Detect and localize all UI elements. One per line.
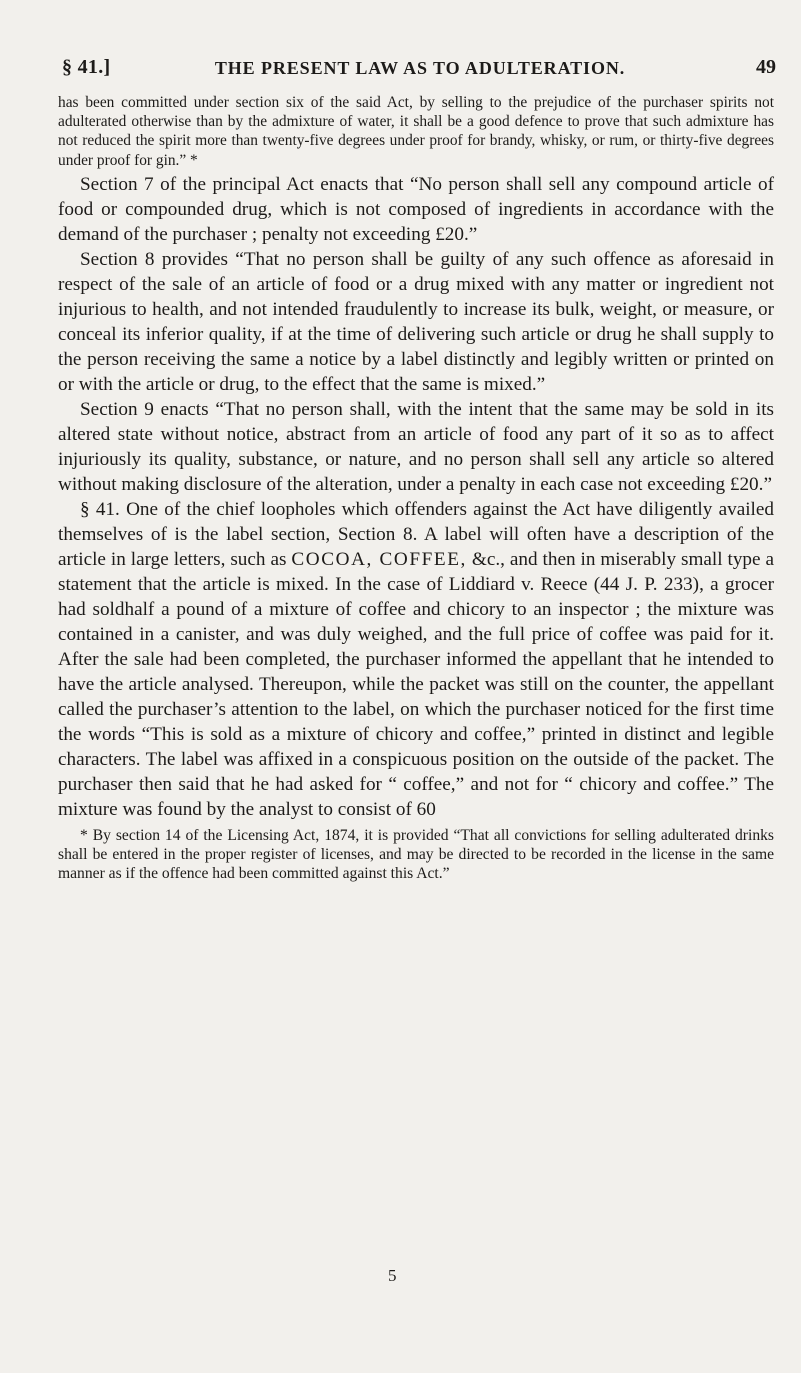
paragraph-section-9: Section 9 enacts “That no person shall, with the intent that the same may be sold in its altered state without notice, abstract from an article of food any part of it so as to affect injuriously its quality, substance, or nature, and no person shall sell any article so altered without making disclosure of the alteration, under a penalty in each case not exceeding £20.”	[58, 398, 774, 495]
section-41-text-part2: &c., and then in miserably small type a statement that the article is mixed. In the case of Liddiard v. Reece (44 J. P. 233), a grocer had soldhalf a pound of a mixture of coffee and chicory to an inspector ; the mixture was contained in a canister, and was duly weighed, and the full price of coffee was paid for it. After the sale had been completed, the purchaser informed the appellant that he intended to have the article analysed. Thereupon, while the packet was still on the counter, the appellant called the purchaser’s attention to the label, on which the purchaser noticed for the first time the words “This is sold as a mixture of chicory and coffee,” printed in distinct and legible characters. The label was affixed in a conspicuous position on the outside of the packet. The purchaser then said that he had asked for “ coffee,” and not for “ chicory and coffee.” The mixture was found by the analyst to consist of 60	[58, 548, 775, 820]
running-header	[62, 56, 782, 86]
page-number: 49	[756, 56, 776, 78]
continued-quotation: has been committed under section six of the said Act, by selling to the prejudice of the purchaser spirits not adulterated otherwise than by the admixture of water, it shall be a good defence to prove that such admixture has not reduced the spirit more than twenty-five degrees under proof for brandy, whisky, or rum, or thirty-five degrees under proof for gin.” *	[58, 94, 774, 169]
running-title: THE PRESENT LAW AS TO ADULTERATION.	[214, 58, 626, 78]
paragraph-section-41	[58, 497, 774, 822]
section-41-text-part1: § 41. One of the chief loopholes which offenders against the Act have diligently availed themselves of is the label section, Section 8. A label will often have a description of the article in large letters, such as	[58, 498, 774, 570]
section-41-caps-words: COCOA, COFFEE,	[291, 548, 467, 570]
signature-mark: 5	[388, 1266, 397, 1285]
paragraph-section-7: Section 7 of the principal Act enacts that “No person shall sell any compound article of food or compounded drug, which is not composed of ingredients in accordance with the demand of the purchaser ; penalty not exceeding £20.”	[58, 173, 774, 245]
paragraph-section-8: Section 8 provides “That no person shall be guilty of any such offence as aforesaid in respect of the sale of an article of food or a drug mixed with any matter or ingredient not injurious to health, and not intended fraudulently to increase its bulk, weight, or measure, or conceal its inferior quality, if at the time of delivering such article or drug he shall supply to the person receiving the same a notice by a label distinctly and legibly written or printed on or with the article or drug, to the effect that the same is mixed.”	[58, 248, 774, 395]
section-reference: § 41.]	[62, 56, 111, 78]
page-body	[58, 93, 774, 883]
footnote: * By section 14 of the Licensing Act, 1874, it is provided “That all convictions for selling adulterated drinks shall be entered in the proper register of licenses, and may be directed to be recorded in the license in the same manner as if the offence had been committed against this Act.”	[58, 826, 774, 883]
